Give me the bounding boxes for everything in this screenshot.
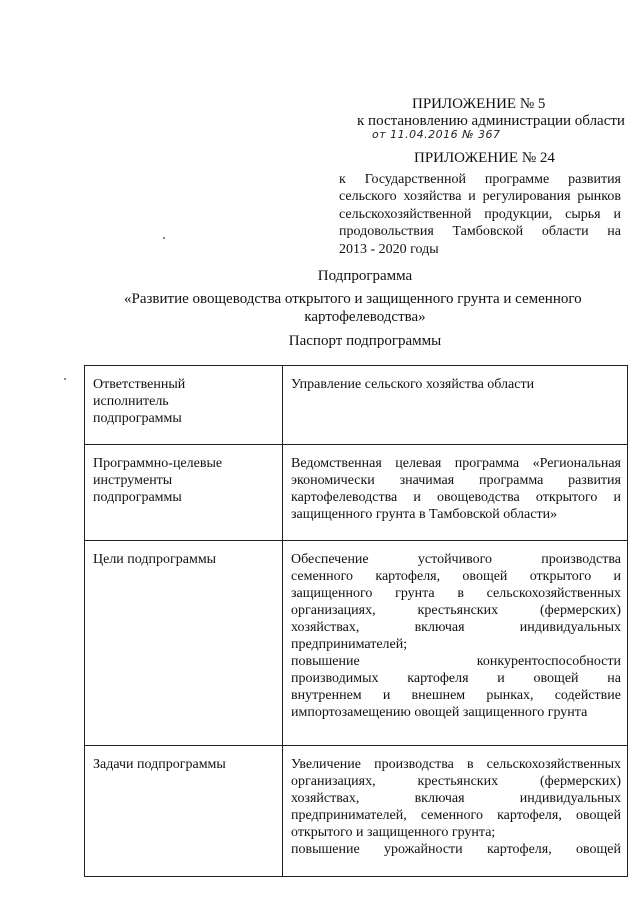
value-line: организациях, крестьянских (фермерских) (291, 603, 621, 618)
row-value-instruments (283, 445, 628, 541)
value-line: производимых картофеля и овощей на (291, 671, 621, 686)
label-line: исполнитель (93, 394, 169, 409)
label-line: подпрограммы (93, 411, 182, 426)
description-line: сельскохозяйственной продукции, сырья и (339, 206, 621, 222)
value-line: Ведомственная целевая программа «Региональная (291, 456, 621, 471)
subprogram-label: Подпрограмма (317, 268, 413, 284)
description-line: к Государственной программе развития (339, 172, 621, 187)
label-line: Ответственный (93, 377, 186, 392)
label-line: Цели подпрограммы (93, 552, 217, 567)
passport-table (84, 365, 628, 877)
handwritten-reference: от 11.04.2016 № 367 (372, 128, 501, 141)
table-row (85, 541, 628, 746)
label-line: Задачи подпрограммы (93, 757, 226, 772)
value-line: защищенного грунта в сельскохозяйственных (291, 586, 621, 601)
scan-speck (163, 237, 165, 239)
description-line: продовольствия Тамбовской области на (339, 224, 621, 240)
value-line: защищенного грунта в Тамбовской области» (291, 507, 558, 522)
value-line: внутреннем и внешнем рынках, содействие (291, 688, 621, 703)
row-label-tasks (85, 746, 283, 877)
row-label-instruments (85, 445, 283, 541)
description-line: сельского хозяйства и регулирования рынков (339, 189, 621, 205)
value-line: организациях, крестьянских (фермерских) (291, 774, 621, 789)
value-line: хозяйствах, включая индивидуальных (291, 791, 621, 806)
appendix-5-subtitle: к постановлению администрации области (357, 113, 625, 129)
value-line: хозяйствах, включая индивидуальных (291, 620, 621, 635)
value-line: Увеличение производства в сельскохозяйственных (291, 757, 621, 772)
value-line: Управление сельского хозяйства области (291, 377, 535, 392)
row-label-goals (85, 541, 283, 746)
description-line: 2013 - 2020 годы (339, 241, 439, 257)
value-line: Обеспечение устойчивого производства (291, 552, 621, 567)
value-line: картофелеводства и овощеводства открытого и (291, 490, 621, 505)
value-line: импортозамещению овощей защищенного грунта (291, 705, 588, 720)
table-row (85, 366, 628, 445)
value-line: семенного картофеля, овощей открытого и (291, 569, 621, 584)
value-line: предпринимателей; (291, 637, 408, 652)
appendix-5-heading: ПРИЛОЖЕНИЕ № 5 (412, 96, 546, 112)
subprogram-name-line2: картофелеводства» (304, 309, 426, 325)
value-line: повышение конкурентоспособности (291, 654, 621, 669)
row-value-responsible (283, 366, 628, 445)
table-row (85, 746, 628, 877)
row-value-goals (283, 541, 628, 746)
scan-speck (64, 378, 66, 380)
value-line: повышение урожайности картофеля, овощей (291, 842, 621, 857)
value-line: экономически значимая программа развития (291, 473, 621, 488)
label-line: подпрограммы (93, 490, 182, 505)
subprogram-name-line1: «Развитие овощеводства открытого и защищенного грунта и семенного (124, 291, 582, 307)
passport-heading: Паспорт подпрограммы (288, 333, 442, 349)
appendix-24-description (339, 171, 621, 258)
appendix-24-heading: ПРИЛОЖЕНИЕ № 24 (414, 150, 555, 166)
row-value-tasks (283, 746, 628, 877)
value-line: открытого и защищенного грунта; (291, 825, 496, 840)
label-line: Программно-целевые (93, 456, 223, 471)
row-label-responsible (85, 366, 283, 445)
value-line: предпринимателей, семенного картофеля, овощей (291, 808, 621, 823)
label-line: инструменты (93, 473, 173, 488)
table-row (85, 445, 628, 541)
